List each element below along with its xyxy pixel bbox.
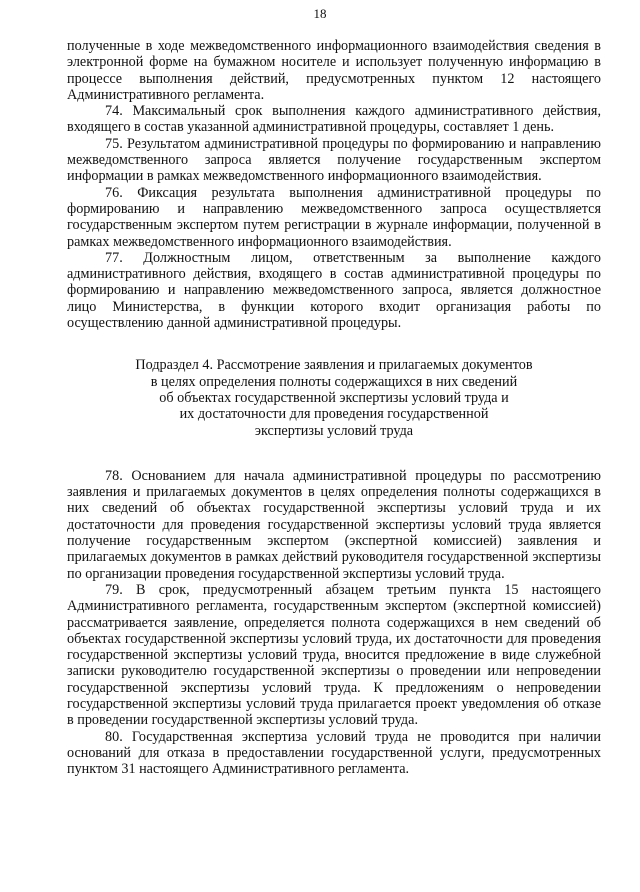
heading-line: их достаточности для проведения государственной (179, 406, 489, 423)
page-content (67, 38, 601, 777)
paragraph-75: 75. Результатом административной процедуры по формированию и направлению межведомственного запроса является получение государственным экспертом информации в рамках межведомственного информационного взаимодействия. (67, 135, 601, 185)
paragraph-76: 76. Фиксация результата выполнения административной процедуры по формированию и направлению межведомственного запроса осуществляется государственным экспертом путем регистрации в журнале информации, полученной в рамках межведомственного информационного взаимодействия. (67, 184, 601, 250)
paragraph-74: 74. Максимальный срок выполнения каждого административного действия, входящего в состав указанной административной процедуры, составляет 1 день. (67, 103, 601, 136)
paragraph-79: 79. В срок, предусмотренный абзацем третьим пункта 15 настоящего Административного регламента, государственным экспертом (экспертной комиссией) рассматривается заявление, определяется полнота содержащихся в нем сведений об объектах государственной экспертизы условий труда, их достаточности для проведения государственной экспертизы условий труда, вносится предложение в виде служебной записки руководителю государственной экспертизы о проведении или непроведении государственной экспертизы условий труда. К предложениям о непроведении государственной экспертизы условий труда прилагается проект уведомления об отказе в проведении государственной экспертизы условий труда. (67, 581, 601, 729)
heading-line: экспертизы условий труда (254, 422, 414, 439)
heading-line: в целях определения полноты содержащихся в них сведений (150, 373, 518, 390)
heading-line: Подраздел 4. Рассмотрение заявления и прилагаемых документов (135, 357, 533, 374)
heading-line: об объектах государственной экспертизы условий труда и (159, 389, 509, 406)
paragraph-77: 77. Должностным лицом, ответственным за выполнение каждого административного действия, входящего в состав административной процедуры по формированию и направлению межведомственного запроса, является должностное лицо Министерства, в функции которого входит организация работы по осуществлению данной административной процедуры. (67, 249, 601, 332)
paragraph-78: 78. Основанием для начала административной процедуры по рассмотрению заявления и прилагаемых документов в целях определения полноты содержащихся в них сведений об объектах государственной экспертизы условий труда и их достаточности для проведения государственной экспертизы условий труда является получение государственным экспертом (экспертной комиссией) заявления и прилагаемых документов в рамках действий руководителя государственной экспертизы по организации проведения государственной экспертизы условий труда. (67, 467, 601, 582)
paragraph-continuation: полученные в ходе межведомственного информационного взаимодействия сведения в электронной форме на бумажном носителе и использует полученную информацию в процессе выполнения действий, предусмотренных пунктом 12 настоящего Административного регламента. (67, 38, 601, 103)
subsection-heading (67, 357, 601, 438)
paragraph-80: 80. Государственная экспертиза условий труда не проводится при наличии оснований для отказа в предоставлении государственной услуги, предусмотренных пунктом 31 настоящего Административного регламента. (67, 728, 601, 778)
page-number: 18 (313, 6, 327, 21)
